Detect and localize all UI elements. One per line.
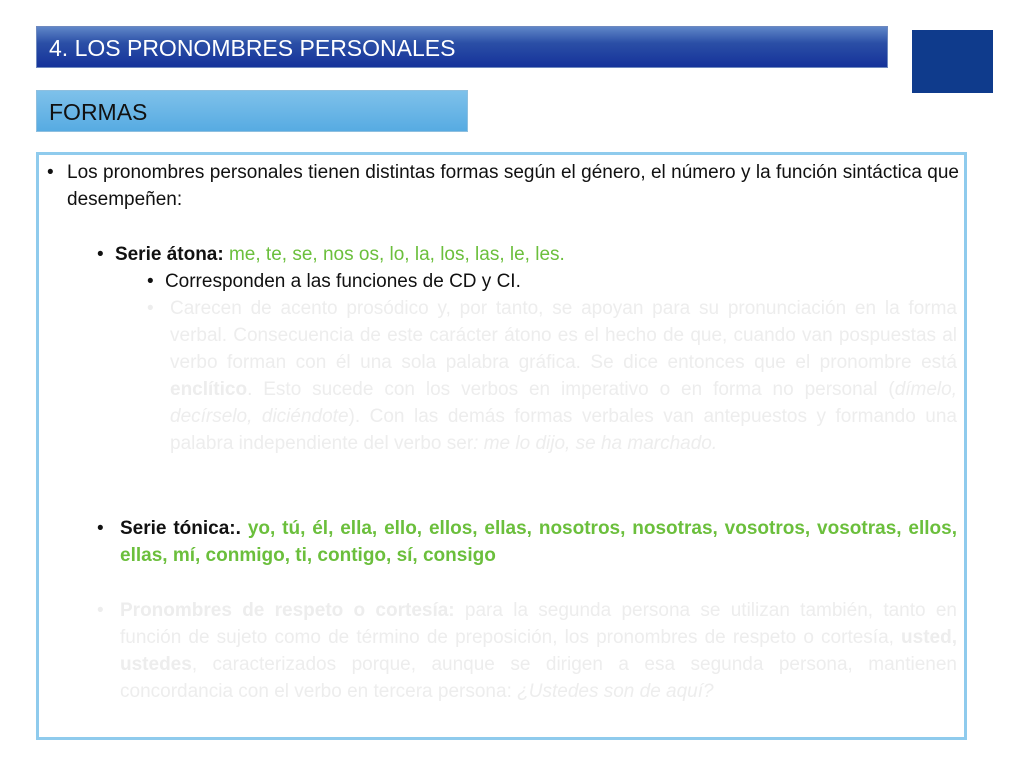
content-panel [36,152,967,740]
intro-text: Los pronombres personales tienen distintas formas según el género, el número y la función sintáctica que desempeñen: [67,162,959,210]
atona-sub2-text: Carecen de acento prosódico y, por tanto, se apoyan para su pronunciación en la forma verbal. Consecuencia de este carácter átono es el hecho de que, cuando van pospuestas al verbo forman con él una sola palabra gráfica. Se dice entonces que el pronombre está enclítico. Esto sucede con los verbos en imperativo o en forma no personal (dímelo, decírselo, diciéndote). Con las demás formas verbales van antepuestos y formando una palabra independiente del verbo ser: me lo dijo, se ha marchado. [170,298,957,454]
bullet: • [47,162,54,183]
respeto-text: Pronombres de respeto o cortesía: para la segunda persona se utilizan también, tanto en función de sujeto como de término de preposición, los pronombres de respeto o cortesía, usted, ustedes, caracterizados porque, aunque se dirigen a esa segunda persona, mantienen concordancia con el verbo en tercera persona: ¿Ustedes son de aquí? [120,600,957,702]
atona-forms: me, te, se, nos os, lo, la, los, las, le, les. [228,244,565,265]
section-heading: FORMAS [36,90,468,132]
page-title: 4. LOS PRONOMBRES PERSONALES [36,26,888,68]
atona-label: Serie átona: [114,244,224,265]
intro-paragraph [47,159,959,213]
atona-sub1-text: Corresponden a las funciones de CD y CI. [164,271,521,292]
tonica-label: Serie tónica:. [120,518,241,539]
atona-bullet [97,241,957,268]
bullet: • [97,518,104,539]
bullet: • [97,244,104,265]
bullet: • [97,600,104,621]
bullet: • [147,298,154,319]
atona-sub2 [147,295,957,457]
bullet: • [147,271,154,292]
corner-logo-square [912,30,993,93]
atona-sub1 [147,268,957,295]
tonica-bullet [97,515,957,569]
tonica-forms: yo, tú, él, ella, ello, ellos, ellas, nosotros, nosotras, vosotros, vosotras, ellos, ellas, mí, conmigo, ti, contigo, sí, consigo [120,518,957,566]
respeto-bullet [97,597,957,705]
